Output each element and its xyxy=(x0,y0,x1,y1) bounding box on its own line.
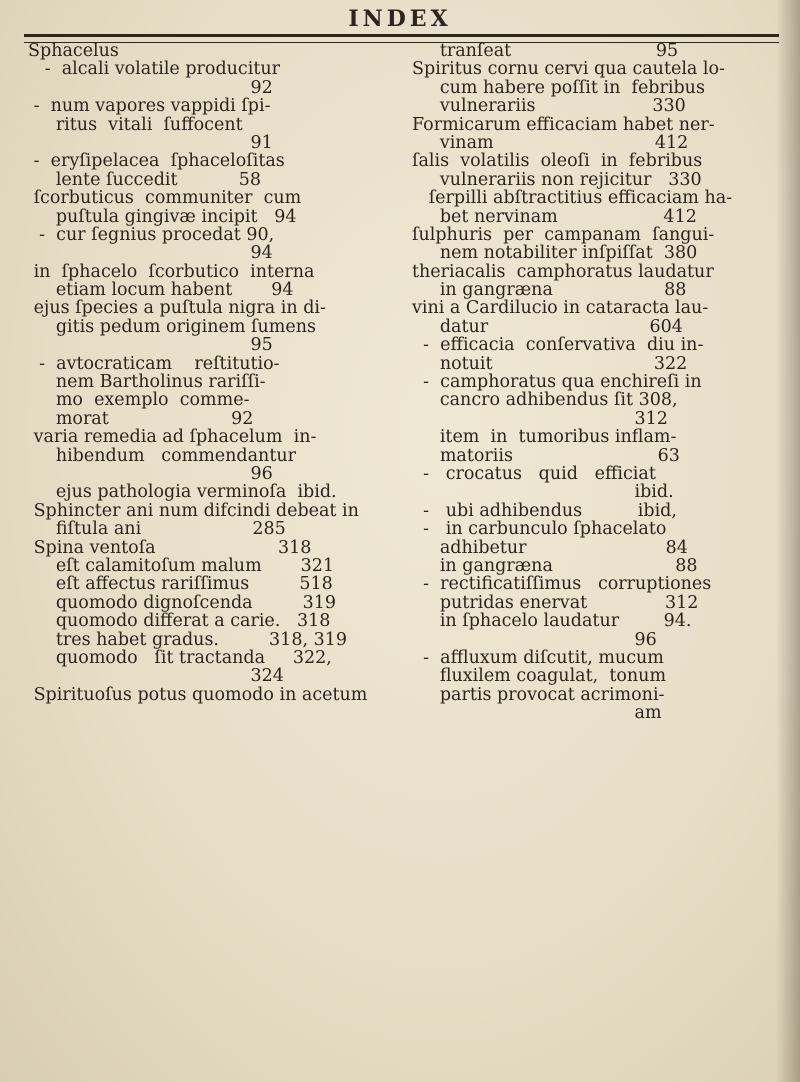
running-head: INDEX xyxy=(348,6,452,32)
index-entry-line: ſulphuris per campanam ſangui- xyxy=(412,224,715,245)
index-entry-line: - cur ſegnius procedat 90, xyxy=(28,224,275,245)
index-entry-line: - crocatus quid efficiat xyxy=(412,463,656,484)
index-entry-line: tres habet gradus. 318, 319 xyxy=(28,629,347,650)
index-entry-line: - affluxum diſcutit, mucum xyxy=(412,647,664,668)
index-entry-line: Spiritus cornu cervi qua cautela lo- xyxy=(412,59,725,80)
index-entry-line: fluxilem coagulat, tonum xyxy=(412,666,667,687)
index-entry-line: ſcorbuticus communiter cum xyxy=(28,188,302,209)
index-entry-line: 91 xyxy=(28,132,273,153)
index-entry-line: quomodo differat a carie. 318 xyxy=(28,611,331,632)
index-entry-line: morat 92 xyxy=(28,408,254,429)
index-entry-line: Formicarum efficaciam habet ner- xyxy=(412,114,715,135)
index-entry-line: - rectificatiſſimus corruptiones xyxy=(412,574,712,595)
index-entry-line: 95 xyxy=(28,335,273,356)
index-entry-line: in ſphacelo ſcorbutico interna xyxy=(28,261,315,282)
index-entry-line: item in tumoribus inflam- xyxy=(412,427,677,448)
index-entry-line: nem notabiliter inſpiſſat 380 xyxy=(412,243,698,264)
index-entry-line: - camphoratus qua enchireſi in xyxy=(412,372,702,393)
left-column xyxy=(28,42,408,704)
index-entry-line: in ſphacelo laudatur 94. xyxy=(412,611,692,632)
index-entry-line: notuit 322 xyxy=(412,353,688,374)
index-entry-line: eſt affectus rariſſimus 518 xyxy=(28,574,333,595)
index-entry-line: ſerpilli abſtractitius efficaciam ha- xyxy=(412,188,733,209)
index-entry-line: vini a Cardilucio in cataracta lau- xyxy=(412,298,709,319)
index-entry-line: ritus vitali ſuffocent xyxy=(28,114,243,135)
index-entry-line: mo exemplo comme- xyxy=(28,390,250,411)
index-entry-line: - ubi adhibendus ibid, xyxy=(412,500,677,521)
index-entry-line: etiam locum habent 94 xyxy=(28,280,294,301)
index-entry-line: ibid. xyxy=(412,482,674,503)
index-entry-line: vulnerariis 330 xyxy=(412,96,686,117)
index-entry-line: ejus pathologia verminoſa ibid. xyxy=(28,482,337,503)
index-entry-line: adhibetur 84 xyxy=(412,537,688,558)
index-entry-line: 312 xyxy=(412,408,668,429)
index-entry-line: theriacalis camphoratus laudatur xyxy=(412,261,714,282)
index-entry-line: nem Bartholinus rariſſi- xyxy=(28,372,266,393)
index-entry-line: Spina ventoſa 318 xyxy=(28,537,312,558)
index-entry-line: cum habere poſſit in febribus xyxy=(412,77,705,98)
index-entry-line: - num vapores vappidi ſpi- xyxy=(28,96,271,117)
index-entry-line: in gangræna 88 xyxy=(412,555,698,576)
index-entry-line: 94 xyxy=(28,243,273,264)
index-entry-line: in gangræna 88 xyxy=(412,280,687,301)
index-entry-line: vulnerariis non rejicitur 330 xyxy=(412,169,702,190)
index-entry-line: vinam 412 xyxy=(412,132,689,153)
index-entry-line: ejus ſpecies a puſtula nigra in di- xyxy=(28,298,326,319)
index-entry-line: ſalis volatilis oleoſi in febribus xyxy=(412,151,703,172)
index-entry-line: cancro adhibendus ſit 308, xyxy=(412,390,678,411)
index-entry-line: lente ſuccedit 58 xyxy=(28,169,261,190)
index-entry-line: Sphincter ani num difcindi debeat in xyxy=(28,500,359,521)
index-entry-line: varia remedia ad ſphacelum in- xyxy=(28,427,317,448)
index-entry-line: - eryſipelacea ſphaceloſitas xyxy=(28,151,285,172)
index-entry-line: 324 xyxy=(28,666,284,687)
index-entry-line: gitis pedum originem ſumens xyxy=(28,316,317,337)
index-entry-line: matoriis 63 xyxy=(412,445,680,466)
index-entry-line: 92 xyxy=(28,77,273,98)
index-entry-line: - in carbunculo ſphacelato xyxy=(412,519,667,540)
index-entry-line: quomodo ſit tractanda 322, xyxy=(28,647,332,668)
index-entry-line: Sphacelus xyxy=(28,41,119,61)
index-entry-line: datur 604 xyxy=(412,316,683,337)
index-entry-line: tranſeat 95 xyxy=(412,41,679,61)
index-entry-line: 96 xyxy=(28,463,273,484)
index-entry-line: Spirituoſus potus quomodo in acetum xyxy=(28,684,368,705)
index-entry-line: - avtocraticam reſtitutio- xyxy=(28,353,280,374)
index-entry-line: - efficacia conſervativa diu in- xyxy=(412,335,704,356)
index-entry-line: bet nervinam 412 xyxy=(412,206,697,227)
index-entry-line: eſt calamitoſum malum 321 xyxy=(28,555,335,576)
index-entry-line: 96 xyxy=(412,629,657,650)
index-entry-line: putridas enervat 312 xyxy=(412,592,699,613)
index-entry-line: - alcali volatile producitur xyxy=(28,59,280,80)
page-edge-shadow xyxy=(776,0,800,1082)
index-entry-line: hibendum commendantur xyxy=(28,445,296,466)
right-column xyxy=(412,42,784,722)
index-entry-line: fiſtula ani 285 xyxy=(28,519,286,540)
index-entry-line: puſtula gingivæ incipit 94 xyxy=(28,206,297,227)
index-entry-line: am xyxy=(412,703,662,724)
index-entry-line: partis provocat acrimoni- xyxy=(412,684,665,705)
index-entry-line: quomodo dignoſcenda 319 xyxy=(28,592,337,613)
